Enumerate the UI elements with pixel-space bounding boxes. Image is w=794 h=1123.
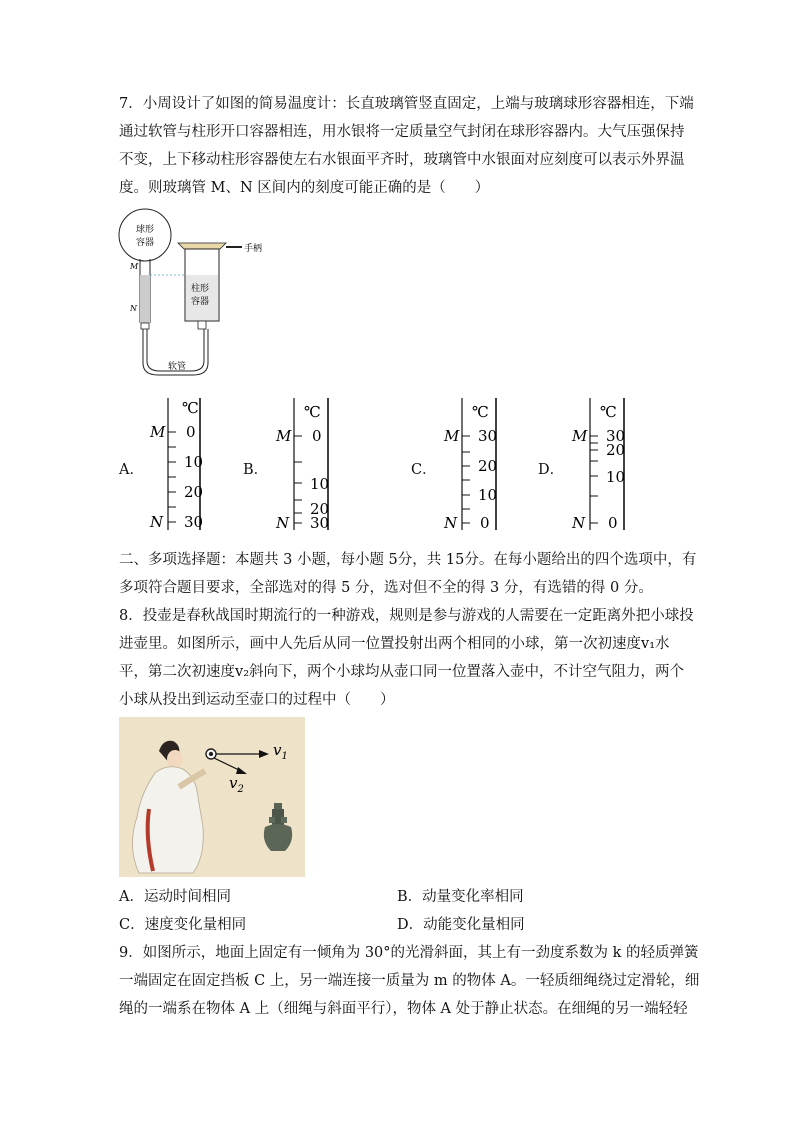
m-label: M — [150, 423, 166, 441]
q7-option-d-scale[interactable] — [570, 396, 640, 536]
tick-label: 20 — [184, 483, 204, 501]
q8-option-c[interactable]: C．速度变化量相同 — [119, 917, 247, 933]
bulb-label-1: 球形 — [136, 225, 155, 235]
q9-text-line-2: 一端固定在固定挡板 C 上，另一端连接一质量为 m 的物体 A。一轻质细绳绕过定滑轮，细 — [119, 973, 700, 989]
unit-label: ℃ — [182, 399, 199, 417]
q7-text-line-3: 不变，上下移动柱形容器使左右水银面平齐时，玻璃管中水银面对应刻度可以表示外界温 — [119, 152, 685, 168]
q8-option-b[interactable]: B．动量变化率相同 — [397, 889, 524, 905]
q7-thermometer-apparatus-figure — [118, 203, 278, 383]
q7-option-b-letter[interactable]: B． — [243, 462, 269, 478]
tick-label: 10 — [606, 468, 626, 486]
n-label: N — [276, 514, 290, 532]
tick-label: 20 — [606, 441, 626, 459]
n-label: N — [444, 514, 458, 532]
hose-label: 软管 — [168, 362, 187, 372]
label-n: N — [130, 304, 137, 313]
tick-label: 20 — [478, 457, 498, 475]
tick-label: 30 — [478, 427, 498, 445]
q8-touhu-painting-figure — [119, 717, 305, 877]
q7-option-b-scale[interactable] — [274, 396, 344, 536]
section2-line-2: 多项符合题目要求，全部选对的得 5 分，选对但不全的得 3 分，有选错的得 0 分。 — [119, 580, 653, 596]
m-label: M — [276, 427, 292, 445]
tick-label: 10 — [478, 486, 498, 504]
n-label: N — [572, 514, 586, 532]
cylinder-label-2: 容器 — [191, 297, 210, 307]
q7-option-a-scale[interactable] — [148, 396, 218, 536]
tick-label: 30 — [310, 514, 330, 532]
tick-label: 20 — [310, 500, 330, 518]
tick-label: 10 — [184, 453, 204, 471]
q9-text-line-3: 绳的一端系在物体 A 上（细绳与斜面平行），物体 A 处于静止状态。在细绳的另一端轻轻 — [119, 1001, 688, 1017]
q8-text-line-3: 平，第二次初速度v₂斜向下，两个小球均从壶口同一位置落入壶中，不计空气阻力，两个 — [119, 664, 685, 680]
v2-label: $v_2$ — [229, 774, 244, 795]
q8-option-d[interactable]: D．动能变化量相同 — [397, 917, 525, 933]
q7-option-d-letter[interactable]: D． — [538, 462, 565, 478]
q7-text-line-2: 通过软管与柱形开口容器相连，用水银将一定质量空气封闭在球形容器内。大气压强保持 — [119, 124, 685, 140]
bulb-container — [119, 209, 171, 261]
handle-label: 手柄 — [244, 244, 263, 254]
tick-label: 0 — [480, 514, 490, 532]
q7-text-line-4: 度。则玻璃管 M、N 区间内的刻度可能正确的是（ ） — [119, 180, 490, 196]
tick-label: 0 — [312, 427, 322, 445]
q8-text-line-1: 8．投壶是春秋战国时期流行的一种游戏，规则是参与游戏的人需要在一定距离外把小球投 — [119, 608, 694, 624]
bulb-label-2: 容器 — [136, 238, 155, 248]
section2-line-1: 二、多项选择题：本题共 3 小题，每小题 5分，共 15分。在每小题给出的四个选项中，有 — [119, 552, 697, 568]
m-label: M — [444, 427, 460, 445]
v1-label: $v_1$ — [273, 741, 288, 762]
tick-label: 0 — [186, 423, 196, 441]
q7-text-line-1: 7．小周设计了如图的简易温度计：长直玻璃管竖直固定，上端与玻璃球形容器相连，下端 — [119, 96, 694, 112]
q8-option-a[interactable]: A．运动时间相同 — [119, 889, 231, 905]
unit-label: ℃ — [472, 403, 489, 421]
tick-label: 10 — [310, 475, 330, 493]
label-m: M — [130, 262, 139, 271]
unit-label: ℃ — [304, 403, 321, 421]
m-label: M — [572, 427, 588, 445]
q7-option-c-scale[interactable] — [442, 396, 512, 536]
q9-text-line-1: 9．如图所示，地面上固定有一倾角为 30°的光滑斜面，其上有一劲度系数为 k 的轻质弹簧 — [119, 945, 699, 961]
tick-label: 0 — [608, 514, 618, 532]
q7-option-c-letter[interactable]: C． — [411, 462, 437, 478]
unit-label: ℃ — [600, 403, 617, 421]
q8-text-line-2: 进壶里。如图所示，画中人先后从同一位置投射出两个相同的小球，第一次初速度v₁水 — [119, 636, 670, 652]
q7-option-a-letter[interactable]: A． — [119, 462, 144, 478]
tick-label: 30 — [606, 427, 626, 445]
q8-text-line-4: 小球从投出到运动至壶口的过程中（ ） — [119, 692, 395, 708]
tick-label: 30 — [184, 513, 204, 531]
n-label: N — [150, 513, 164, 531]
cylinder-label-1: 柱形 — [191, 284, 210, 294]
